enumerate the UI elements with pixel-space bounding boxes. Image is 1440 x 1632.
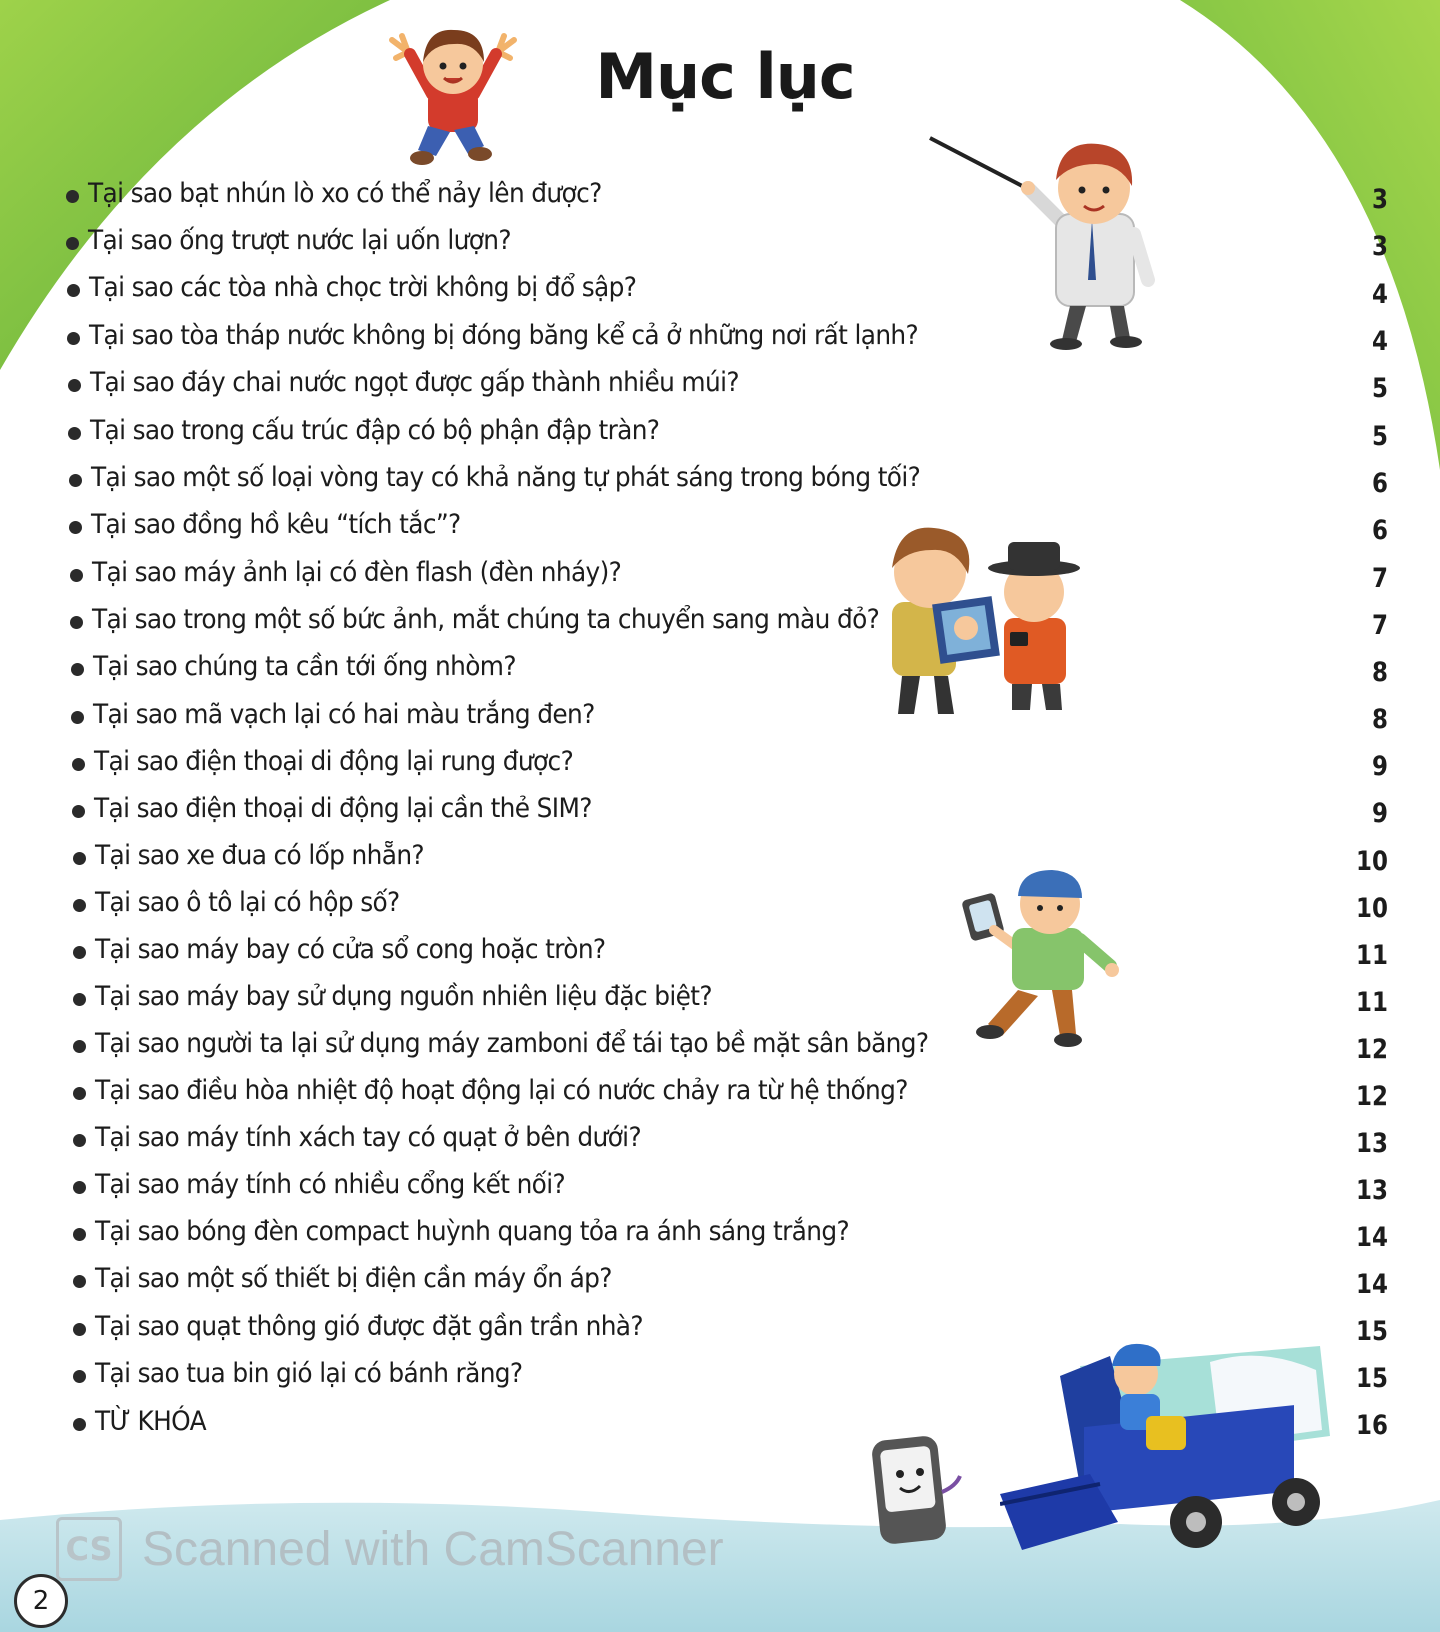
bullet-icon — [70, 616, 83, 629]
toc-page-number: 8 — [1372, 657, 1388, 688]
toc-page-number: 12 — [1356, 1034, 1388, 1065]
entry-title: Tại sao máy bay có cửa sổ cong hoặc tròn? — [95, 934, 606, 965]
bullet-icon — [68, 379, 81, 392]
kids-photo-illustration — [886, 522, 1096, 732]
toc-page-number: 9 — [1372, 798, 1388, 829]
bullet-icon — [69, 474, 82, 487]
zamboni-illustration — [1000, 1326, 1340, 1566]
entry-title: Tại sao trong một số bức ảnh, mắt chúng ta chuyển sang màu đỏ? — [92, 604, 880, 635]
bullet-icon — [68, 427, 81, 440]
entry-title: Tại sao người ta lại sử dụng máy zamboni để tái tạo bề mặt sân băng? — [95, 1028, 929, 1059]
toc-page-number: 7 — [1372, 563, 1388, 594]
toc-page-number: 14 — [1356, 1269, 1388, 1300]
bullet-icon — [73, 1181, 86, 1194]
entry-title: Tại sao mã vạch lại có hai màu trắng đen? — [93, 699, 595, 730]
toc-page-number: 3 — [1372, 231, 1388, 262]
phone-character-illustration — [860, 1432, 970, 1552]
bullet-icon — [71, 663, 84, 676]
entry-title: Tại sao tua bin gió lại có bánh răng? — [95, 1358, 523, 1389]
entry-title: Tại sao trong cấu trúc đập có bộ phận đập tràn? — [90, 415, 660, 446]
bullet-icon — [73, 1323, 86, 1336]
bullet-icon — [72, 758, 85, 771]
toc-page-number: 8 — [1372, 704, 1388, 735]
entry-title: Tại sao máy tính có nhiều cổng kết nối? — [95, 1169, 566, 1200]
bullet-icon — [73, 1040, 86, 1053]
bullet-icon — [67, 332, 80, 345]
watermark-text: Scanned with CamScanner — [142, 1522, 724, 1576]
toc-page-number: 6 — [1372, 515, 1388, 546]
toc-page-number: 10 — [1356, 893, 1388, 924]
bullet-icon — [69, 521, 82, 534]
bullet-icon — [66, 237, 79, 250]
camscanner-watermark — [56, 1516, 724, 1582]
bullet-icon — [70, 569, 83, 582]
toc-page-number: 16 — [1356, 1410, 1388, 1441]
bullet-icon — [72, 805, 85, 818]
entry-title: Tại sao đồng hồ kêu “tích tắc”? — [91, 509, 461, 540]
toc-page-number: 6 — [1372, 468, 1388, 499]
toc-page-number: 5 — [1372, 373, 1388, 404]
bullet-icon — [71, 711, 84, 724]
toc-page-number: 15 — [1356, 1316, 1388, 1347]
toc-page-number: 13 — [1356, 1175, 1388, 1206]
entry-title: Tại sao máy bay sử dụng nguồn nhiên liệu đặc biệt? — [95, 981, 712, 1012]
entry-title: TỪ KHÓA — [95, 1406, 206, 1437]
entry-title: Tại sao tòa tháp nước không bị đóng băng kể cả ở những nơi rất lạnh? — [89, 320, 919, 351]
toc-page-number: 12 — [1356, 1081, 1388, 1112]
bullet-icon — [73, 1134, 86, 1147]
toc-page-number: 13 — [1356, 1128, 1388, 1159]
bullet-icon — [73, 946, 86, 959]
toc-page-number: 14 — [1356, 1222, 1388, 1253]
bullet-icon — [73, 1275, 86, 1288]
toc-page-number: 3 — [1372, 184, 1388, 215]
bullet-icon — [73, 1087, 86, 1100]
entry-title: Tại sao một số loại vòng tay có khả năng tự phát sáng trong bóng tối? — [91, 462, 921, 493]
toc-page-number: 4 — [1372, 326, 1388, 357]
entry-title: Tại sao một số thiết bị điện cần máy ổn áp? — [95, 1263, 612, 1294]
entry-title: Tại sao bạt nhún lò xo có thể nảy lên được? — [88, 178, 602, 209]
entry-title: Tại sao đáy chai nước ngọt được gấp thành nhiều múi? — [90, 367, 739, 398]
toc-page-number: 10 — [1356, 846, 1388, 877]
entry-title: Tại sao điều hòa nhiệt độ hoạt động lại có nước chảy ra từ hệ thống? — [95, 1075, 908, 1106]
entry-title: Tại sao ô tô lại có hộp số? — [95, 887, 400, 918]
teacher-pointer-illustration — [920, 130, 1180, 360]
entry-title: Tại sao máy tính xách tay có quạt ở bên dưới? — [95, 1122, 641, 1153]
bullet-icon — [73, 1228, 86, 1241]
toc-page-number: 5 — [1372, 421, 1388, 452]
camscanner-logo-icon: CS — [56, 1517, 122, 1581]
entry-title: Tại sao ống trượt nước lại uốn lượn? — [88, 225, 511, 256]
toc-page-number: 15 — [1356, 1363, 1388, 1394]
entry-title: Tại sao điện thoại di động lại cần thẻ SIM? — [94, 793, 592, 824]
toc-page-number: 7 — [1372, 610, 1388, 641]
bullet-icon — [73, 1418, 86, 1431]
bullet-icon — [73, 899, 86, 912]
bullet-icon — [67, 284, 80, 297]
toc-page-number: 11 — [1356, 940, 1388, 971]
bullet-icon — [73, 852, 86, 865]
entry-title: Tại sao quạt thông gió được đặt gần trần nhà? — [95, 1311, 643, 1342]
toc-page-number: 11 — [1356, 987, 1388, 1018]
bullet-icon — [73, 993, 86, 1006]
bullet-icon — [73, 1370, 86, 1383]
toc-page-number: 4 — [1372, 279, 1388, 310]
entry-title: Tại sao máy ảnh lại có đèn flash (đèn nháy)? — [92, 557, 622, 588]
boy-phone-illustration — [960, 866, 1130, 1056]
page-title: Mục lục — [595, 40, 855, 113]
entry-title: Tại sao các tòa nhà chọc trời không bị đổ sập? — [89, 272, 637, 303]
page-number-badge: 2 — [14, 1574, 68, 1628]
toc-page-number: 9 — [1372, 751, 1388, 782]
bullet-icon — [66, 190, 79, 203]
entry-title: Tại sao xe đua có lốp nhẵn? — [95, 840, 424, 871]
entry-title: Tại sao chúng ta cần tới ống nhòm? — [93, 651, 516, 682]
entry-title: Tại sao bóng đèn compact huỳnh quang tỏa ra ánh sáng trắng? — [95, 1216, 849, 1247]
jumping-boy-illustration — [388, 22, 518, 172]
entry-title: Tại sao điện thoại di động lại rung được? — [94, 746, 574, 777]
